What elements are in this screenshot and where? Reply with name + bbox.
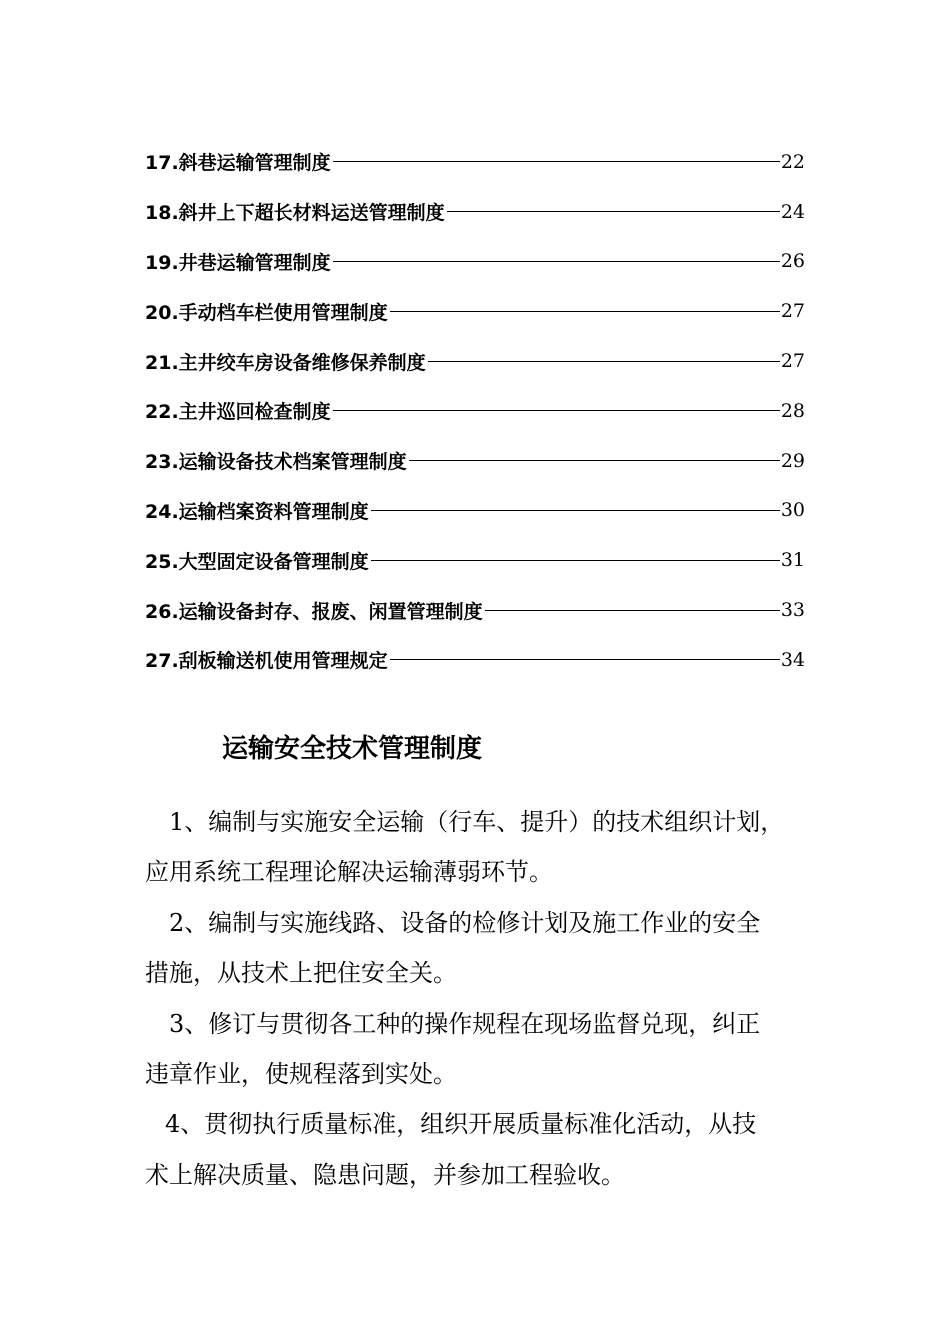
toc-entry-page: 33 — [780, 599, 805, 622]
paragraph-first-line: 1、编制与实施安全运输（行车、提升）的技术组织计划， — [169, 808, 785, 836]
paragraph-continuation: 违章作业，使规程落到实处。 — [145, 1060, 457, 1089]
paragraph-continuation: 应用系统工程理论解决运输薄弱环节。 — [145, 858, 553, 887]
toc-entry-label: 19.井巷运输管理制度 — [145, 251, 331, 274]
toc-leader-line — [333, 410, 780, 411]
section-body — [145, 797, 810, 1200]
toc-leader-line — [485, 610, 780, 611]
toc-entry[interactable] — [145, 187, 805, 237]
paragraph-first-line: 3、修订与贯彻各工种的操作规程在现场监督兑现，纠正 — [169, 1009, 761, 1038]
toc-entry-label: 17.斜巷运输管理制度 — [145, 152, 331, 175]
toc-leader-line — [390, 659, 780, 660]
toc-entry-label: 26.运输设备封存、报废、闲置管理制度 — [145, 600, 483, 623]
paragraph-first-line: 2、编制与实施线路、设备的检修计划及施工作业的安全 — [169, 908, 761, 937]
section-title: 运输安全技术管理制度 — [222, 734, 483, 764]
toc-entry[interactable] — [145, 286, 805, 336]
toc-entry-page: 26 — [780, 250, 805, 273]
paragraph — [145, 999, 810, 1100]
toc-leader-line — [409, 460, 780, 461]
toc-entry-page: 27 — [780, 300, 805, 323]
toc-entry-page: 31 — [780, 549, 805, 572]
paragraph — [145, 1099, 810, 1200]
toc-entry-page: 22 — [780, 150, 805, 173]
toc-entry-page: 28 — [780, 399, 805, 422]
toc-entry[interactable] — [145, 486, 805, 536]
toc-leader-line — [371, 510, 780, 511]
toc-entry-page: 27 — [780, 350, 805, 373]
paragraph — [145, 898, 810, 999]
toc-leader-line — [333, 261, 780, 262]
paragraph-first-line: 4、贯彻执行质量标准，组织开展质量标准化活动，从技 — [165, 1110, 757, 1139]
paragraph-continuation: 术上解决质量、隐患问题，并参加工程验收。 — [145, 1160, 625, 1189]
paragraph — [145, 797, 810, 898]
toc-entry[interactable] — [145, 386, 805, 436]
toc-entry-label: 23.运输设备技术档案管理制度 — [145, 451, 407, 474]
toc-entry-label: 22.主井巡回检查制度 — [145, 401, 331, 424]
toc-entry[interactable] — [145, 535, 805, 585]
toc-entry[interactable] — [145, 336, 805, 386]
toc-leader-line — [447, 211, 780, 212]
toc-entry-page: 29 — [780, 449, 805, 472]
paragraph-continuation: 措施，从技术上把住安全关。 — [145, 959, 457, 988]
toc-leader-line — [371, 560, 780, 561]
toc-entry[interactable] — [145, 137, 805, 187]
toc-entry-page: 30 — [780, 499, 805, 522]
toc-leader-line — [428, 361, 780, 362]
toc-entry-page: 24 — [780, 200, 805, 223]
toc-entry[interactable] — [145, 585, 805, 635]
table-of-contents — [145, 137, 805, 685]
toc-entry-label: 20.手动档车栏使用管理制度 — [145, 301, 388, 324]
toc-entry-label: 24.运输档案资料管理制度 — [145, 500, 369, 523]
toc-entry-label: 27.刮板输送机使用管理规定 — [145, 650, 388, 673]
toc-entry[interactable] — [145, 436, 805, 486]
toc-entry-label: 25.大型固定设备管理制度 — [145, 550, 369, 573]
toc-entry[interactable] — [145, 237, 805, 287]
toc-entry-page: 34 — [780, 648, 805, 671]
toc-entry-label: 18.斜井上下超长材料运送管理制度 — [145, 202, 445, 225]
toc-entry[interactable] — [145, 635, 805, 685]
toc-entry-label: 21.主井绞车房设备维修保养制度 — [145, 351, 426, 374]
toc-leader-line — [390, 311, 780, 312]
toc-leader-line — [333, 161, 780, 162]
